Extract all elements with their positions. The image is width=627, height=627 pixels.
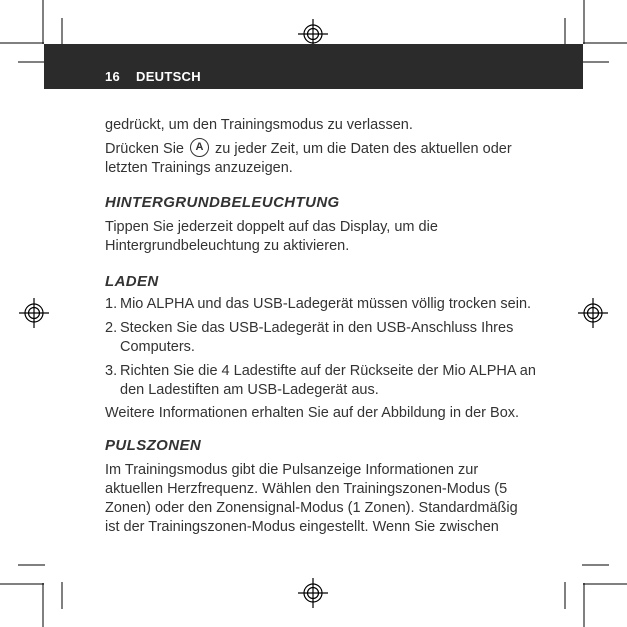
zones-text-line3: Zonen) oder den Zonensignal-Modus (1 Zonen). Standardmäßig <box>105 500 518 516</box>
charging-note: Weitere Informationen erhalten Sie auf der Abbildung in der Box. <box>105 405 520 421</box>
list-text: den Ladestiften am USB-Ladegerät aus. <box>120 382 379 398</box>
language-label: DEUTSCH <box>136 69 201 84</box>
zones-text-line4: ist der Trainingszonen-Modus eingestellt. Wenn Sie zwischen <box>105 519 499 535</box>
page-header-bar <box>44 44 583 89</box>
backlight-text-line1: Tippen Sie jederzeit doppelt auf das Display, um die <box>105 219 438 235</box>
list-number: 2. <box>105 320 118 336</box>
list-text: Computers. <box>120 339 195 355</box>
heading-heart-rate-zones: PULSZONEN <box>105 437 202 454</box>
backlight-text-line2: Hintergrundbeleuchtung zu aktivieren. <box>105 238 350 254</box>
registration-target-right <box>578 298 608 328</box>
a-button-icon: A <box>190 138 209 157</box>
registration-target-left <box>19 298 49 328</box>
registration-target-bottom <box>298 578 328 608</box>
list-text: Richten Sie die 4 Ladestifte auf der Rückseite der Mio ALPHA an <box>120 363 536 379</box>
page-number: 16 <box>105 69 121 84</box>
list-number: 3. <box>105 363 118 379</box>
paragraph-show-data <box>105 139 512 159</box>
list-text: Stecken Sie das USB-Ladegerät in den USB-Anschluss Ihres <box>120 320 514 336</box>
paragraph-exit-training: gedrückt, um den Trainingsmodus zu verlassen. <box>105 117 413 133</box>
list-text: Mio ALPHA und das USB-Ladegerät müssen völlig trocken sein. <box>120 296 532 312</box>
zones-text-line2: aktuellen Herzfrequenz. Wählen den Trainingszonen-Modus (5 <box>105 481 508 497</box>
paragraph-text-before: Drücken Sie <box>105 141 184 157</box>
zones-text-line1: Im Trainingsmodus gibt die Pulsanzeige Informationen zur <box>105 462 479 478</box>
list-number: 1. <box>105 296 118 312</box>
paragraph-show-data-line2: letzten Trainings anzuzeigen. <box>105 160 293 176</box>
heading-backlight: HINTERGRUNDBELEUCHTUNG <box>105 194 340 211</box>
paragraph-text-after: zu jeder Zeit, um die Daten des aktuellen oder <box>215 141 512 157</box>
heading-charging: LADEN <box>105 273 159 290</box>
